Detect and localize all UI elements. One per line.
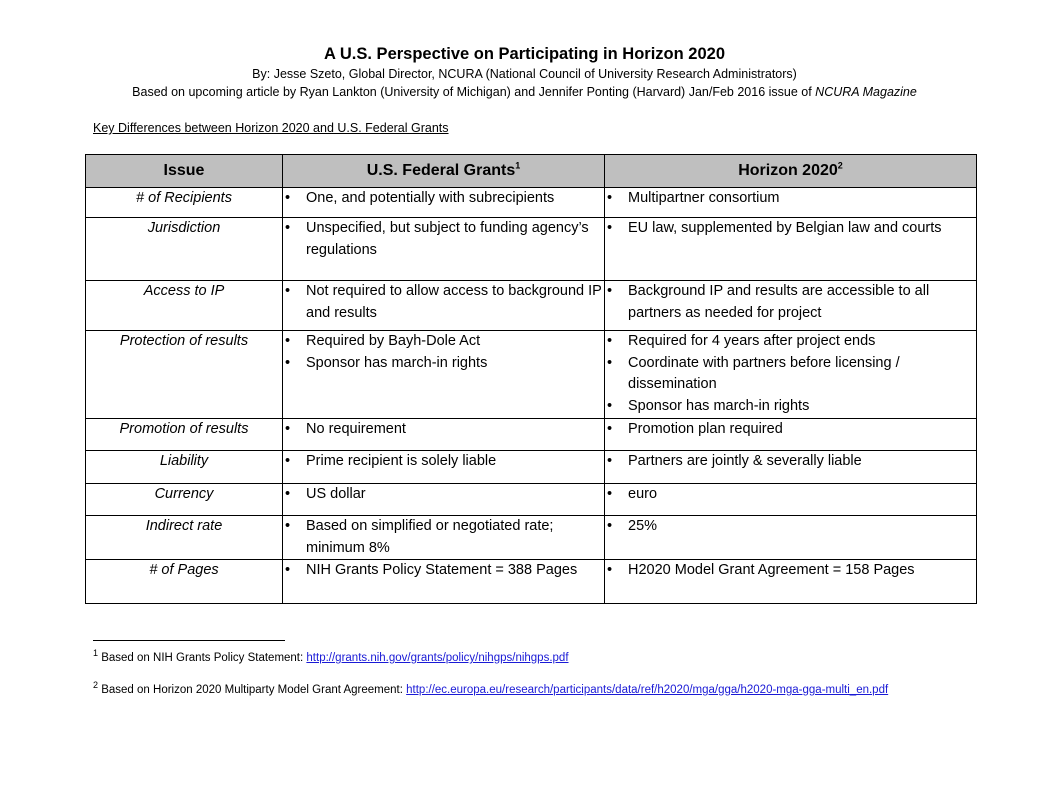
us-federal-cell [283,218,605,281]
footnote-number: 1 [93,648,99,659]
bullet-item: • Prime recipient is solely liable [283,451,604,473]
horizon-2020-cell [605,484,977,516]
bullet-item: • No requirement [283,419,604,441]
bullet-item: • Sponsor has march-in rights [605,396,976,418]
bullet-item: • One, and potentially with subrecipients [283,188,604,210]
table-row [86,419,977,451]
bullet-item: • Based on simplified or negotiated rate; minimum 8% [283,516,604,559]
bullet-item: • H2020 Model Grant Agreement = 158 Pages [605,560,976,582]
bullet-item: • Partners are jointly & severally liable [605,451,976,473]
table-header-row [86,155,977,188]
issue-cell: Protection of results [86,331,283,419]
us-federal-cell [283,419,605,451]
horizon-2020-cell [605,281,977,331]
issue-cell: # of Recipients [86,188,283,218]
footnote-ref-2: 2 [837,160,843,171]
header-us-federal-grants: U.S. Federal Grants$^1$ [283,155,605,188]
footnote-ref-1: 1 [515,160,521,171]
footnote-number: 2 [93,680,99,691]
table-row [86,281,977,331]
bullet-item: • Not required to allow access to background IP and results [283,281,604,324]
horizon-2020-cell [605,188,977,218]
table-caption: Key Differences between Horizon 2020 and U.S. Federal Grants [93,121,449,135]
bullet-list [283,331,604,374]
comparison-table [85,154,977,604]
footnote-divider [93,640,285,641]
bullet-list [605,451,976,473]
bullet-list [283,281,604,324]
us-federal-cell [283,516,605,560]
bullet-list [283,484,604,506]
bullet-list [283,218,604,261]
horizon-2020-cell [605,516,977,560]
us-federal-cell [283,451,605,484]
bullet-item: • euro [605,484,976,506]
issue-cell: Currency [86,484,283,516]
bullet-item: • Required by Bayh-Dole Act [283,331,604,353]
issue-cell: Promotion of results [86,419,283,451]
bullet-list [283,419,604,441]
bullet-list [283,560,604,582]
horizon-2020-cell [605,560,977,604]
bullet-item: • Coordinate with partners before licensing / dissemination [605,353,976,396]
us-federal-cell [283,281,605,331]
table-row [86,331,977,419]
header-issue: Issue [86,155,283,188]
issue-cell: Liability [86,451,283,484]
us-federal-cell [283,331,605,419]
issue-cell: Indirect rate [86,516,283,560]
bullet-item: • Background IP and results are accessible to all partners as needed for project [605,281,976,324]
us-federal-cell [283,560,605,604]
table-row [86,218,977,281]
table-row [86,560,977,604]
us-federal-cell [283,484,605,516]
footnote-2 [93,682,933,698]
bullet-list [605,419,976,441]
footnote-link[interactable]: http://ec.europa.eu/research/participants/data/ref/h2020/mga/gga/h2020-mga-gga-multi_en.pdf [406,684,889,696]
magazine-name: NCURA Magazine [815,85,917,99]
issue-cell: Access to IP [86,281,283,331]
bullet-item: • Required for 4 years after project ends [605,331,976,353]
source-note-text: Based on upcoming article by Ryan Lankton (University of Michigan) and Jennifer Ponting (Harvard) Jan/Feb 2016 issue of [132,85,816,99]
header-horizon-2020: Horizon 2020$^2$ [605,155,977,188]
source-note [0,84,1049,100]
bullet-item: • Promotion plan required [605,419,976,441]
footnote-text: Based on NIH Grants Policy Statement: [101,652,307,664]
bullet-list [605,484,976,506]
bullet-item: • NIH Grants Policy Statement = 388 Pages [283,560,604,582]
table-row [86,484,977,516]
bullet-list [605,281,976,324]
bullet-list [605,560,976,582]
footnote-text: Based on Horizon 2020 Multiparty Model Grant Agreement: [101,684,407,696]
issue-cell: # of Pages [86,560,283,604]
bullet-item: • 25% [605,516,976,538]
bullet-list [605,188,976,210]
bullet-list [605,218,976,240]
issue-cell: Jurisdiction [86,218,283,281]
author-byline: By: Jesse Szeto, Global Director, NCURA (National Council of University Research Administrators) [252,67,797,81]
bullet-item: • EU law, supplemented by Belgian law and courts [605,218,976,240]
bullet-list [283,451,604,473]
footnote-link[interactable]: http://grants.nih.gov/grants/policy/nihgps/nihgps.pdf [306,652,569,664]
bullet-list [605,516,976,538]
horizon-2020-cell [605,419,977,451]
table-row [86,188,977,218]
bullet-item: • Multipartner consortium [605,188,976,210]
table-row [86,451,977,484]
horizon-2020-cell [605,218,977,281]
document-title: A U.S. Perspective on Participating in Horizon 2020 [324,45,725,63]
bullet-item: • US dollar [283,484,604,506]
bullet-item: • Unspecified, but subject to funding agency’s regulations [283,218,604,261]
horizon-2020-cell [605,451,977,484]
us-federal-cell [283,188,605,218]
footnote-1 [93,650,933,666]
table-body [86,188,977,604]
bullet-item: • Sponsor has march-in rights [283,353,604,375]
bullet-list [605,331,976,417]
horizon-2020-cell [605,331,977,419]
bullet-list [283,516,604,559]
bullet-list [283,188,604,210]
table-row [86,516,977,560]
